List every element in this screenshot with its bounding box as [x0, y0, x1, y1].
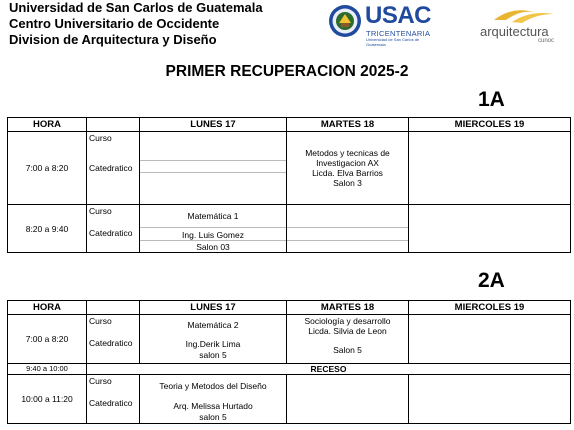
course-name: Teoria y Metodos del Diseño	[159, 381, 267, 391]
arquitectura-logo	[478, 4, 568, 44]
usac-subtitle-small: Universidad de San Carlos de Guatemala	[366, 37, 420, 47]
martes-cell	[287, 132, 409, 205]
header-martes: MARTES 18	[287, 118, 409, 132]
header-miercoles: MIERCOLES 19	[409, 301, 571, 315]
label-cell	[87, 315, 140, 364]
header-lunes: LUNES 17	[140, 118, 287, 132]
lunes-cell	[140, 132, 287, 205]
lunes-cell	[140, 205, 287, 253]
arquitectura-subtitle: cunoc	[538, 38, 555, 44]
curso-label: Curso	[89, 133, 112, 143]
instructor-name: Ing. Luis Gomez	[182, 230, 244, 240]
header-martes: MARTES 18	[287, 301, 409, 315]
usac-seal-icon	[328, 4, 362, 38]
group-label-2a: 2A	[478, 269, 505, 292]
miercoles-cell	[409, 205, 571, 253]
division-name: Division de Arquitectura y Diseño	[9, 32, 217, 47]
page-title: PRIMER RECUPERACION 2025-2	[165, 63, 409, 80]
catedratico-label: Catedratico	[89, 398, 133, 408]
instructor-name: Licda. Elva Barrios	[312, 168, 383, 178]
instructor-name: Licda. Silvia de Leon	[308, 326, 387, 336]
course-name-cont: Investigacion AX	[316, 158, 379, 168]
course-name: Metodos y tecnicas de	[305, 148, 390, 158]
header-miercoles: MIERCOLES 19	[409, 118, 571, 132]
miercoles-cell	[409, 132, 571, 205]
header-label-col	[87, 118, 140, 132]
time-cell: 10:00 a 11:20	[8, 375, 87, 424]
table-row	[8, 205, 571, 253]
recess-cell: RECESO	[87, 364, 571, 375]
label-cell	[87, 132, 140, 205]
schedule-table-2a	[7, 300, 571, 424]
center-name: Centro Universitario de Occidente	[9, 16, 220, 31]
room-name: Salon 5	[333, 345, 362, 355]
catedratico-label: Catedratico	[89, 228, 133, 238]
lunes-cell	[140, 315, 287, 364]
arquitectura-swoosh-icon	[490, 4, 560, 26]
table-header-row	[8, 301, 571, 315]
table-row	[8, 315, 571, 364]
table-header-row	[8, 118, 571, 132]
usac-wordmark: USAC	[365, 2, 432, 29]
time-cell: 7:00 a 8:20	[8, 315, 87, 364]
curso-label: Curso	[89, 376, 112, 386]
room-name: salon 5	[199, 412, 227, 422]
label-cell	[87, 205, 140, 253]
university-name: Universidad de San Carlos de Guatemala	[9, 0, 263, 15]
martes-cell	[287, 315, 409, 364]
usac-logo	[328, 2, 438, 47]
schedule-table-1a	[7, 117, 571, 253]
time-cell: 8:20 a 9:40	[8, 205, 87, 253]
room-name: Salon 3	[333, 178, 362, 188]
lunes-cell	[140, 375, 287, 424]
room-name: Salon 03	[196, 242, 230, 252]
time-cell: 9:40 a 10:00	[8, 364, 87, 375]
miercoles-cell	[409, 315, 571, 364]
course-name: Sociología y desarrollo	[304, 316, 391, 326]
miercoles-cell	[409, 375, 571, 424]
course-name: Matemática 2	[187, 320, 239, 330]
time-cell: 7:00 a 8:20	[8, 132, 87, 205]
martes-cell	[287, 205, 409, 253]
header-lunes: LUNES 17	[140, 301, 287, 315]
page-header	[0, 0, 574, 60]
instructor-name: Ing.Derik Lima	[185, 339, 241, 349]
recess-row	[8, 364, 571, 375]
label-cell	[87, 375, 140, 424]
institution-block	[9, 0, 263, 48]
curso-label: Curso	[89, 206, 112, 216]
table-row	[8, 375, 571, 424]
instructor-name: Arq. Melissa Hurtado	[173, 401, 253, 411]
martes-cell	[287, 375, 409, 424]
catedratico-label: Catedratico	[89, 163, 133, 173]
header-hora: HORA	[8, 301, 87, 315]
header-label-col	[87, 301, 140, 315]
room-name: salon 5	[199, 350, 227, 360]
header-hora: HORA	[8, 118, 87, 132]
curso-label: Curso	[89, 316, 112, 326]
group-label-1a: 1A	[478, 88, 505, 111]
catedratico-label: Catedratico	[89, 338, 133, 348]
table-row	[8, 132, 571, 205]
arquitectura-wordmark: arquitectura	[480, 24, 549, 39]
course-name: Matemática 1	[187, 211, 239, 221]
usac-subtitle: TRICENTENARIA	[366, 29, 431, 38]
